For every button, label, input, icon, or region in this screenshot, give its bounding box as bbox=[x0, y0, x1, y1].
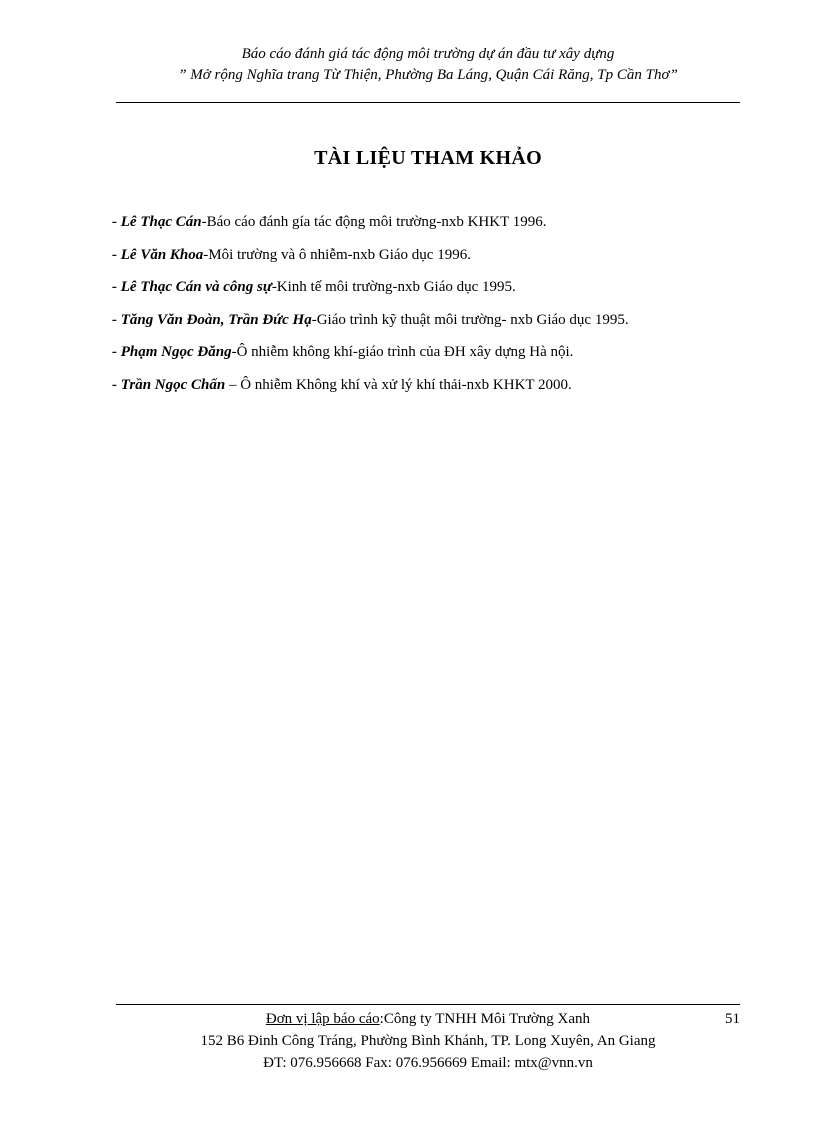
footer-unit-label: Đơn vị lập báo cáo bbox=[265, 1011, 380, 1027]
reference-text: -Kinh tế môi trường-nxb Giáo dục 1995. bbox=[271, 279, 516, 295]
footer-unit-line bbox=[116, 1008, 740, 1030]
footer-unit-value: :Công ty TNHH Môi Trường Xanh bbox=[379, 1011, 591, 1027]
reference-list bbox=[112, 212, 752, 407]
page-footer bbox=[116, 1008, 740, 1074]
footer-address: 152 B6 Đinh Công Tráng, Phường Bình Khánh, TP. Long Xuyên, An Giang bbox=[200, 1033, 656, 1049]
page-number: 51 bbox=[725, 1011, 740, 1027]
reference-text: -Môi trường và ô nhiễm-nxb Giáo dục 1996. bbox=[203, 246, 471, 263]
reference-text: -Báo cáo đánh gía tác động môi trường-nxb KHKT 1996. bbox=[201, 214, 547, 230]
reference-item bbox=[112, 277, 752, 298]
reference-item bbox=[112, 342, 752, 363]
reference-text: – Ô nhiễm Không khí và xử lý khí thải-nxb KHKT 2000. bbox=[225, 376, 572, 393]
reference-item bbox=[112, 375, 752, 396]
reference-author: - Lê Văn Khoa bbox=[112, 246, 204, 263]
page-title: TÀI LIỆU THAM KHẢO bbox=[314, 147, 542, 169]
reference-item bbox=[112, 245, 752, 266]
header-project-name: ” Mở rộng Nghĩa trang Từ Thiện, Phường Ba Láng, Quận Cái Răng, Tp Cần Thơ” bbox=[178, 67, 678, 83]
reference-author: - Phạm Ngọc Đăng bbox=[112, 344, 232, 360]
reference-author: - Tăng Văn Đoàn, Trần Đức Hạ bbox=[112, 311, 312, 328]
footer-divider bbox=[116, 1004, 740, 1005]
footer-contact: ĐT: 076.956668 Fax: 076.956669 Email: mtx@vnn.vn bbox=[263, 1055, 593, 1071]
page-header bbox=[116, 44, 740, 86]
reference-item bbox=[112, 310, 752, 331]
reference-author: - Lê Thạc Cán và công sự bbox=[112, 279, 272, 295]
reference-author: - Lê Thạc Cán bbox=[112, 214, 202, 230]
reference-text: -Ô nhiễm không khí-giáo trình của ĐH xây dựng Hà nội. bbox=[231, 344, 574, 360]
reference-author: - Trần Ngọc Chấn bbox=[112, 376, 226, 393]
header-divider bbox=[116, 102, 740, 103]
header-report-title: Báo cáo đánh giá tác động môi trường dự án đầu tư xây dựng bbox=[241, 46, 615, 62]
reference-text: -Giáo trình kỹ thuật môi trường- nxb Giáo dục 1995. bbox=[311, 311, 629, 328]
reference-item bbox=[112, 212, 752, 233]
